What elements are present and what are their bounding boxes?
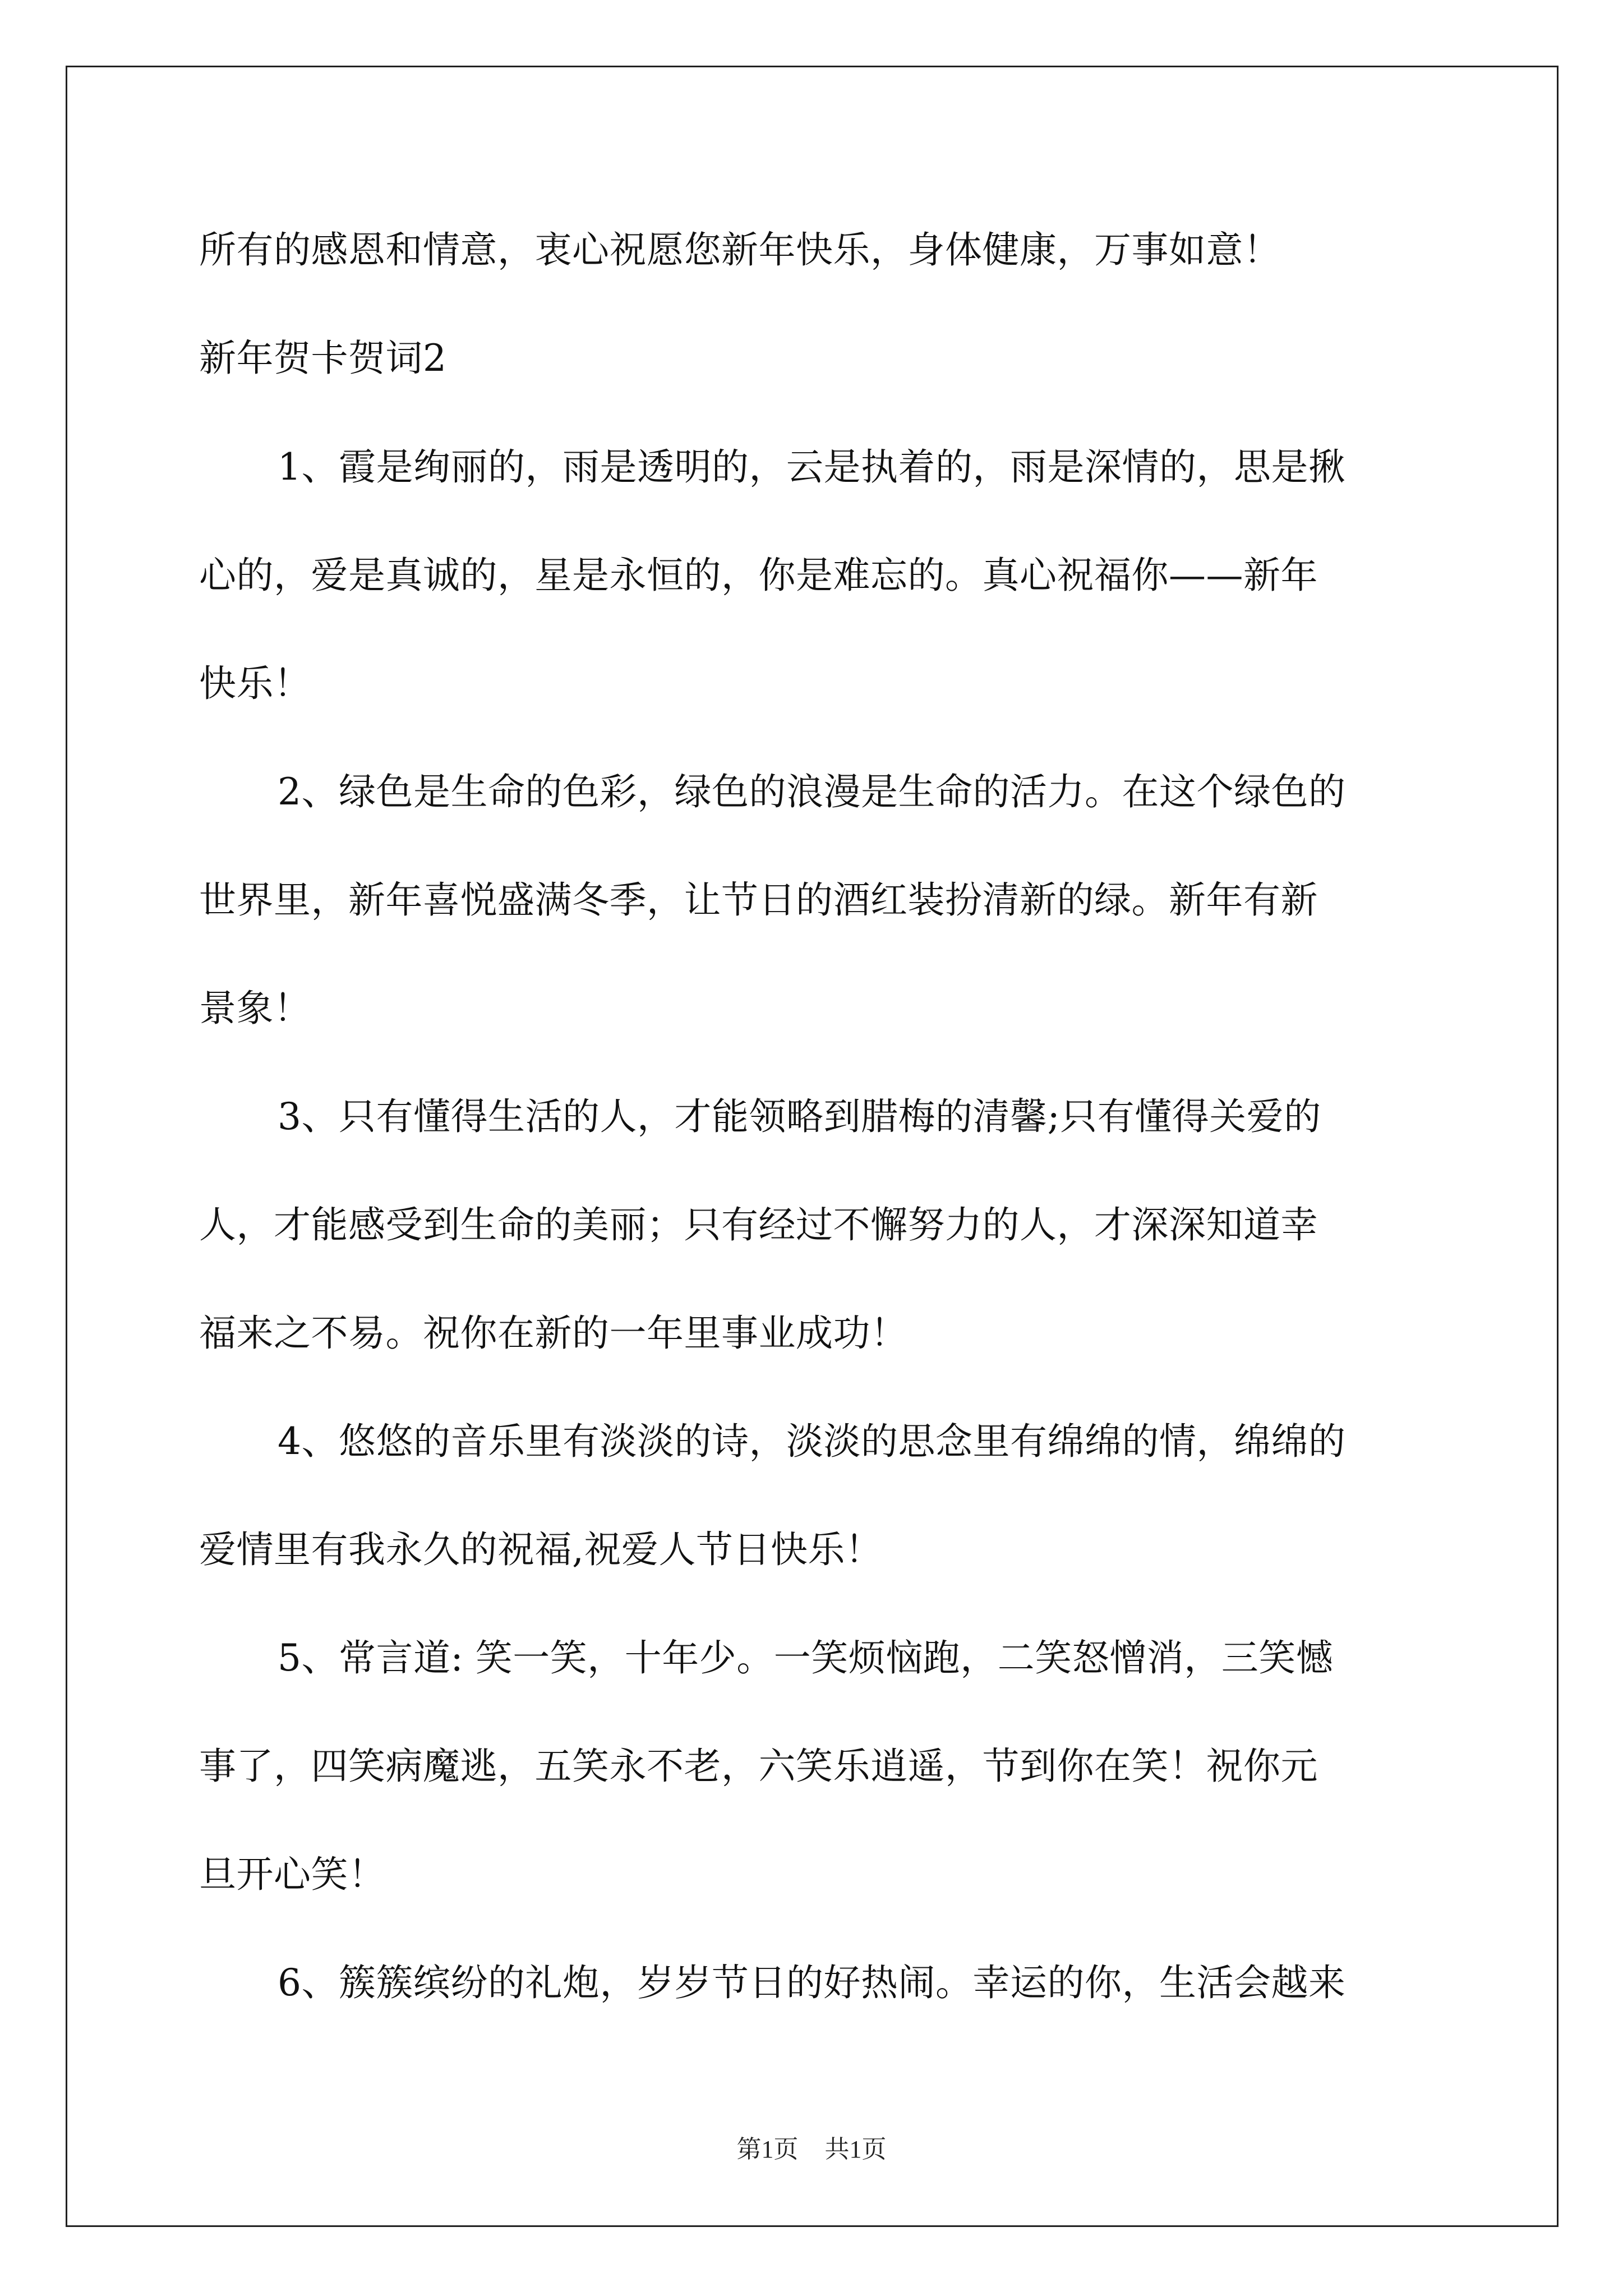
paragraph-line: 福来之不易。祝你在新的一年里事业成功！ [199, 1312, 908, 1355]
paragraph-line: 2、绿色是生命的色彩，绿色的浪漫是生命的活力。在这个绿色的 [278, 770, 1346, 813]
paragraph-line: 景象！ [199, 987, 311, 1030]
section-heading: 新年贺卡贺词2 [199, 337, 447, 380]
paragraph-line: 3、只有懂得生活的人，才能领略到腊梅的清馨;只有懂得关爱的 [278, 1095, 1321, 1138]
page-border [66, 66, 1559, 2227]
paragraph-line: 6、簇簇缤纷的礼炮，岁岁节日的好热闹。幸运的你，生活会越来 [278, 1961, 1346, 2004]
paragraph-line: 旦开心笑！ [199, 1853, 386, 1896]
paragraph-line: 人，才能感受到生命的美丽；只有经过不懈努力的人，才深深知道幸 [199, 1203, 1318, 1246]
paragraph-line: 世界里，新年喜悦盛满冬季，让节日的酒红装扮清新的绿。新年有新 [199, 878, 1318, 922]
paragraph-line: 5、常言道: 笑一笑，十年少。一笑烦恼跑，二笑怒憎消，三笑憾 [278, 1636, 1334, 1680]
paragraph-line: 快乐！ [199, 662, 311, 705]
paragraph-line: 4、悠悠的音乐里有淡淡的诗，淡淡的思念里有绵绵的情，绵绵的 [278, 1420, 1346, 1463]
paragraph-line: 事了，四笑病魔逃，五笑永不老，六笑乐逍遥，节到你在笑！祝你元 [199, 1745, 1318, 1788]
paragraph-line: 爱情里有我永久的祝福,祝爱人节日快乐！ [199, 1528, 883, 1571]
page-footer [0, 2137, 1623, 2162]
paragraph-line: 1、霞是绚丽的，雨是透明的，云是执着的，雨是深情的，思是揪 [278, 445, 1346, 489]
paragraph-line: 心的，爱是真诚的，星是永恒的，你是难忘的。真心祝福你——新年 [199, 554, 1318, 597]
page-total: 共1页 [824, 2136, 887, 2163]
paragraph-line: 所有的感恩和情意，衷心祝愿您新年快乐，身体健康，万事如意！ [199, 228, 1281, 272]
page-number: 第1页 [736, 2136, 799, 2163]
